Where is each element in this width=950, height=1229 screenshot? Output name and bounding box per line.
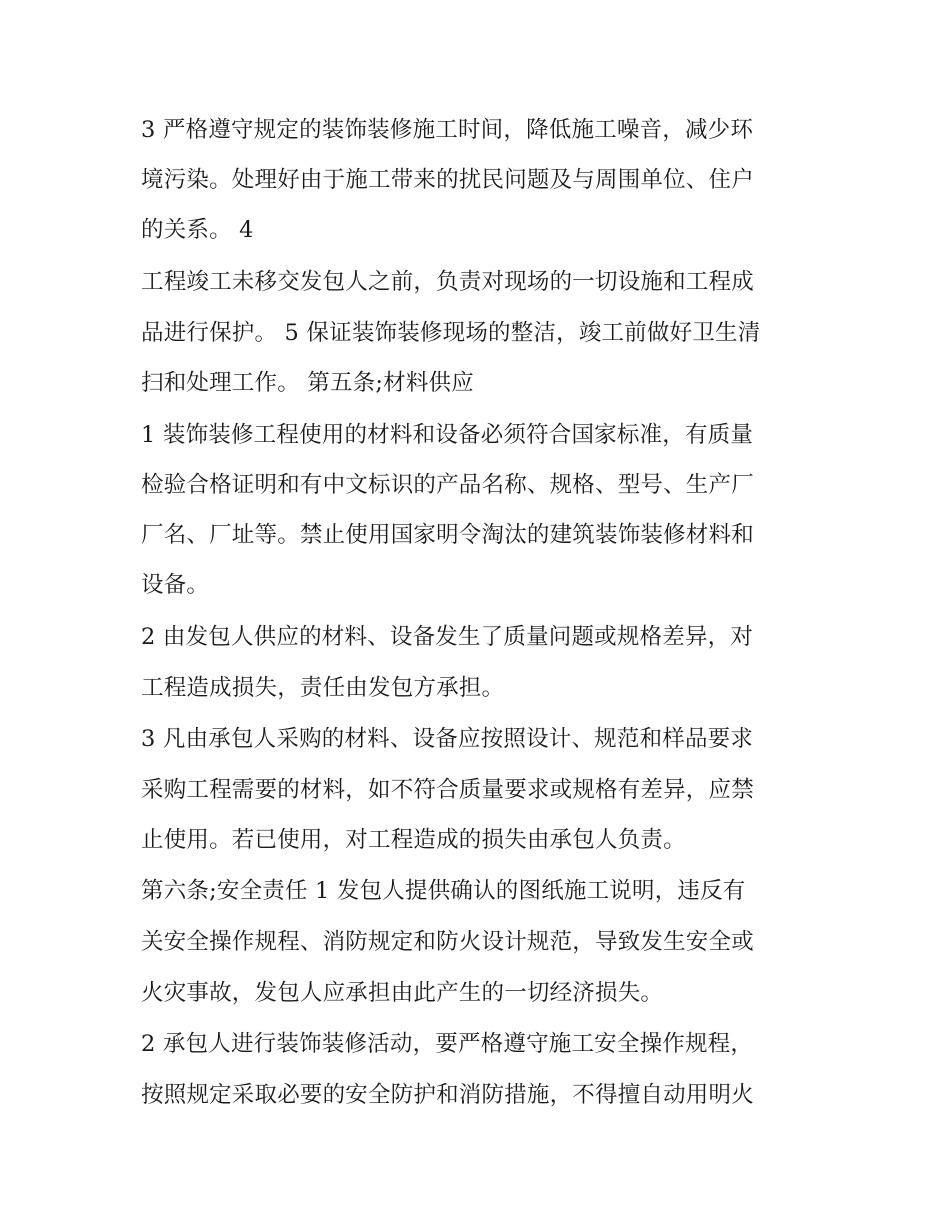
text-line: 2 由发包人供应的材料、设备发生了质量问题或规格差异，对: [141, 624, 754, 650]
text-line: 2 承包人进行装饰装修活动，要严格遵守施工安全操作规程，: [141, 1031, 754, 1057]
text-line: 境污染。处理好由于施工带来的扰民问题及与周围单位、住户: [141, 167, 754, 193]
text-line: 厂名、厂址等。禁止使用国家明令淘汰的建筑装饰装修材料和: [141, 522, 754, 548]
text-line: 止使用。若已使用，对工程造成的损失由承包人负责。: [141, 827, 686, 853]
text-line: 检验合格证明和有中文标识的产品名称、规格、型号、生产厂: [141, 472, 754, 498]
text-line: 设备。: [141, 572, 210, 598]
text-line: 工程竣工未移交发包人之前，负责对现场的一切设施和工程成: [141, 269, 754, 295]
text-line: 3 凡由承包人采购的材料、设备应按照设计、规范和样品要求: [141, 726, 754, 752]
text-line: 按照规定采取必要的安全防护和消防措施，不得擅自动用明火: [141, 1082, 754, 1108]
text-line: 1 装饰装修工程使用的材料和设备必须符合国家标准，有质量: [141, 422, 754, 448]
text-line: 第六条;安全责任 1 发包人提供确认的图纸施工说明，违反有: [141, 878, 746, 904]
text-line: 扫和处理工作。 第五条;材料供应: [141, 370, 474, 396]
text-line: 品进行保护。 5 保证装饰装修现场的整洁，竣工前做好卫生清: [141, 320, 761, 346]
text-line: 关安全操作规程、消防规定和防火设计规范，导致发生安全或: [141, 929, 754, 955]
text-line: 的关系。 4: [141, 217, 254, 243]
text-line: 火灾事故，发包人应承担由此产生的一切经济损失。: [141, 980, 664, 1006]
text-line: 采购工程需要的材料，如不符合质量要求或规格有差异，应禁: [141, 777, 754, 803]
text-line: 工程造成损失，责任由发包方承担。: [141, 675, 505, 701]
text-line: 3 严格遵守规定的装饰装修施工时间，降低施工噪音，减少环: [141, 117, 754, 143]
